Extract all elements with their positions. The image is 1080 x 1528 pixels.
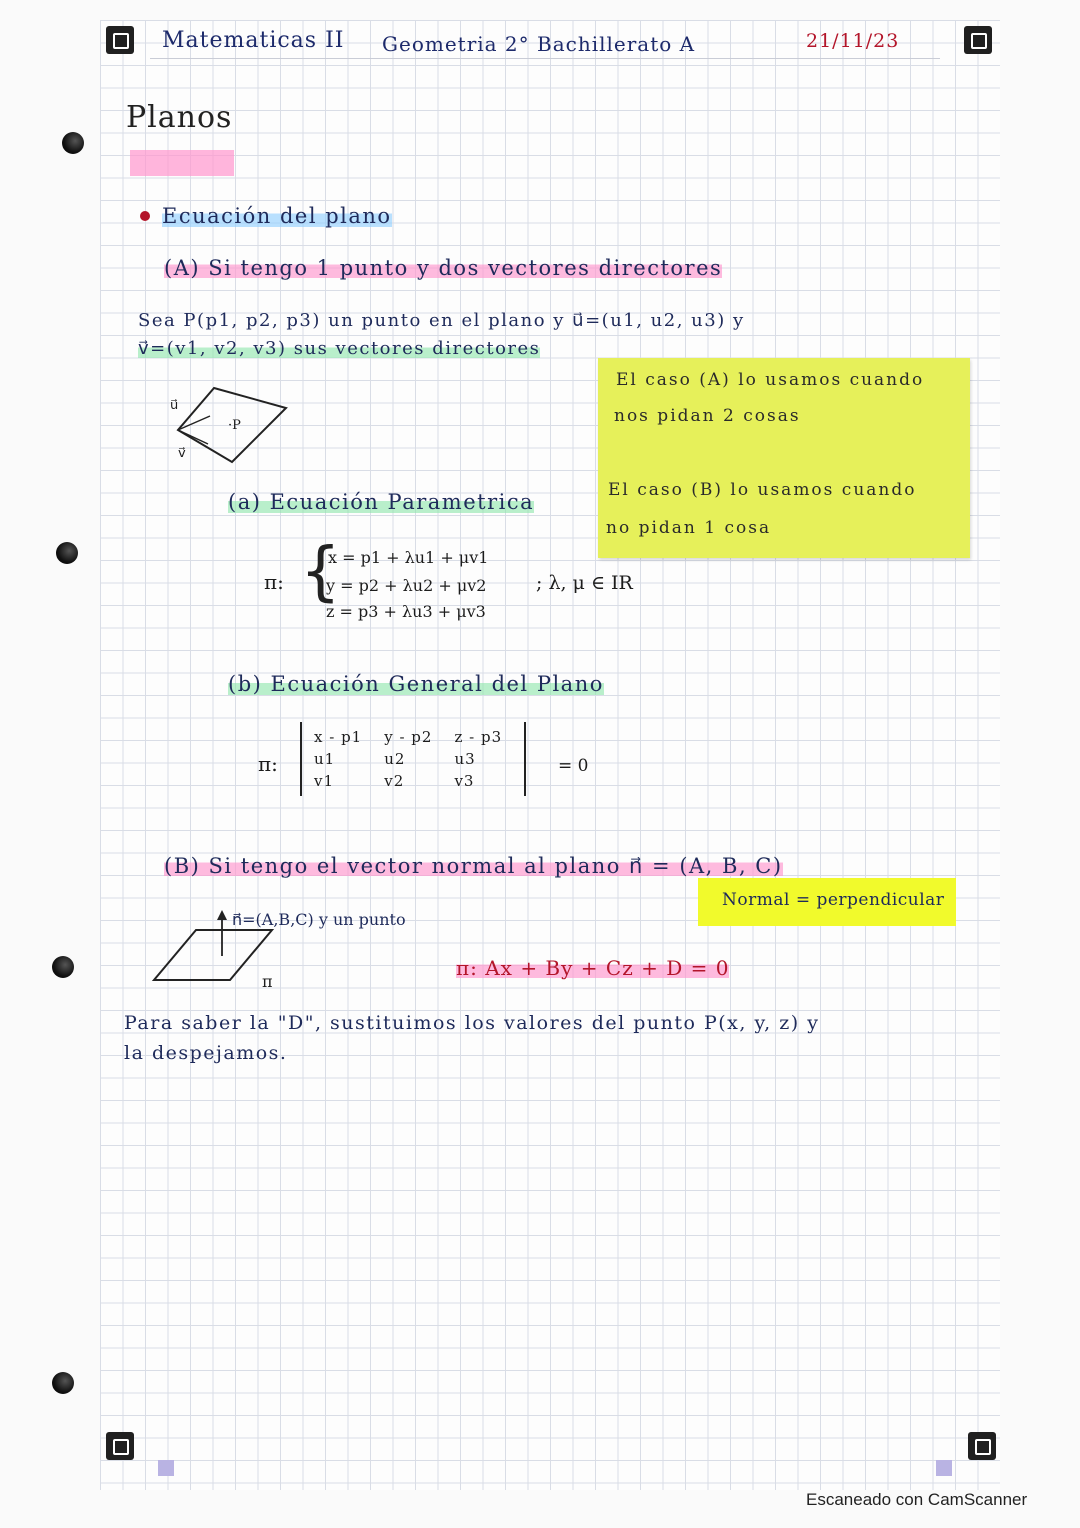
binder-hole [52, 1372, 74, 1394]
header-topic: Geometria 2° Bachillerato A [382, 32, 696, 56]
grid-paper [100, 20, 1000, 1490]
page-title [126, 100, 232, 135]
sketch-label-point: ·P [228, 418, 241, 433]
header-subject: Matematicas II [162, 28, 345, 53]
det-cell: y - p2 [384, 728, 433, 746]
corner-marker-icon [968, 1432, 996, 1460]
header-date: 21/11/23 [806, 30, 900, 52]
det-cell: u2 [384, 750, 406, 768]
bullet-icon [140, 211, 150, 221]
det-cell: x - p1 [314, 728, 363, 746]
sketch-label-u: u⃗ [170, 398, 179, 413]
parametric-params: ; λ, μ ∈ IR [536, 572, 633, 594]
sticky-normal-text: Normal = perpendicular [722, 890, 945, 910]
marker-square [158, 1460, 174, 1476]
corner-marker-icon [106, 26, 134, 54]
determinant-row [314, 748, 524, 770]
binder-hole [56, 542, 78, 564]
binder-hole [62, 132, 84, 154]
case-a-heading: (A) Si tengo 1 punto y dos vectores directores [164, 256, 723, 280]
general-equals: = 0 [558, 756, 589, 776]
det-cell: v2 [384, 772, 405, 790]
det-cell: z - p3 [454, 728, 503, 746]
sticky-line3: El caso (B) lo usamos cuando [608, 480, 917, 500]
determinant-row [314, 770, 524, 792]
determinant-table [314, 726, 524, 792]
determinant-row [314, 726, 524, 748]
det-cell: v3 [454, 772, 475, 790]
general-pi-label: π: [258, 752, 278, 776]
case-b-text-line2: la despejamos. [124, 1042, 288, 1064]
binder-hole [52, 956, 74, 978]
section-heading: Ecuación del plano [162, 204, 392, 228]
parametric-eq-z: z = p3 + λu3 + μv3 [326, 602, 486, 621]
scanner-watermark: Escaneado con CamScanner [806, 1490, 1028, 1509]
header-divider [150, 58, 940, 59]
case-a-line2: v⃗=(v1, v2, v3) sus vectores directores [138, 338, 541, 359]
parametric-pi-label: π: [264, 570, 284, 594]
case-b-heading: (B) Si tengo el vector normal al plano n⃗ = (A, B, C) [164, 854, 783, 878]
sticky-line2: nos pidan 2 cosas [614, 406, 801, 426]
normal-sketch-label: n⃗=(A,B,C) y un punto [232, 910, 406, 929]
general-heading: (b) Ecuación General del Plano [228, 672, 604, 696]
parametric-heading: (a) Ecuación Parametrica [228, 490, 535, 514]
page-title-text: Planos [126, 100, 233, 135]
corner-marker-icon [964, 26, 992, 54]
sticky-line4: no pidan 1 cosa [606, 518, 772, 538]
title-highlight [130, 150, 234, 176]
sketch-label-v: v⃗ [178, 446, 186, 461]
parametric-eq-y: y = p2 + λu2 + μv2 [326, 576, 487, 595]
det-cell: v1 [314, 772, 335, 790]
parametric-eq-x: x = p1 + λu1 + μv1 [328, 548, 489, 567]
normal-sketch-pi: π [262, 972, 273, 991]
det-cell: u3 [454, 750, 476, 768]
general-equation: π: Ax + By + Cz + D = 0 [456, 956, 730, 980]
sticky-line1: El caso (A) lo usamos cuando [616, 370, 925, 390]
parametric-brace: { [300, 535, 341, 609]
corner-marker-icon [106, 1432, 134, 1460]
case-a-line1: Sea P(p1, p2, p3) un punto en el plano y u⃗=(u1, u2, u3) y [138, 310, 745, 331]
marker-square [936, 1460, 952, 1476]
determinant [300, 722, 526, 796]
det-cell: u1 [314, 750, 336, 768]
case-b-text-line1: Para saber la "D", sustituimos los valores del punto P(x, y, z) y [124, 1012, 820, 1034]
